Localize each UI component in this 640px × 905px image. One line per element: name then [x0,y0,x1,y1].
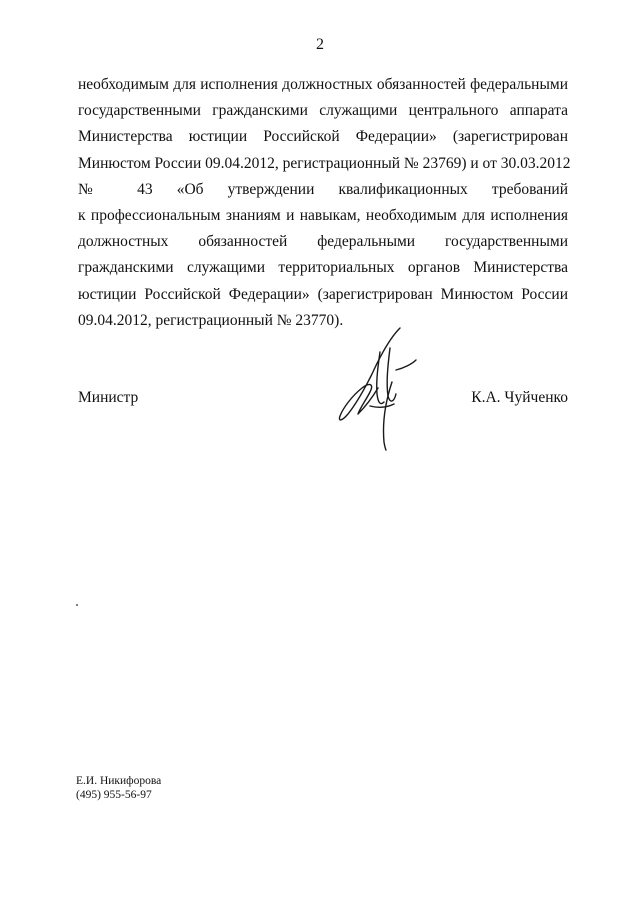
signer-position: Министр [78,389,139,406]
body-line: Министерства юстиции Российской Федерации» (зарегистрирован [78,128,568,146]
body-line: Минюстом России 09.04.2012, регистрационный № 23769) и от 30.03.2012 [78,154,571,172]
body-line: государственными гражданскими служащими центрального аппарата [78,102,568,120]
body-line: юстиции Российской Федерации» (зарегистрирован Минюстом России [78,285,568,303]
body-line: к профессиональным знаниям и навыкам, необходимым для исполнения [78,206,568,224]
executor-name: Е.И. Никифорова [76,775,162,787]
executor-phone: (495) 955-56-97 [76,788,152,801]
page-number: 2 [316,36,324,53]
body-line: № 43 «Об утверждении квалификационных требований [78,180,568,198]
signer-name: К.А. Чуйченко [471,389,568,406]
body-line: 09.04.2012, регистрационный № 23770). [78,311,344,329]
document-body [78,72,571,334]
body-line: необходимым для исполнения должностных обязанностей федеральными [78,76,568,93]
scan-speck [76,604,78,606]
body-line: должностных обязанностей федеральными государственными [78,233,568,251]
handwritten-signature [330,322,420,452]
executor-info [76,775,161,802]
body-line: гражданскими служащими территориальных органов Министерства [78,259,568,277]
